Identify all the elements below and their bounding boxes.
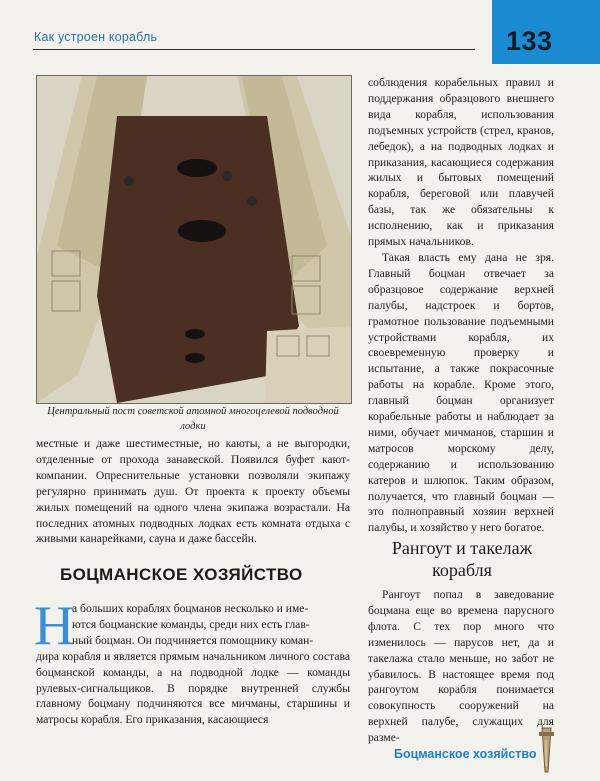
marlinspike-icon: [536, 726, 558, 781]
control-room-illustration: [36, 75, 352, 404]
paragraph: Рангоут попал в заведование боцмана еще во времена парусного флота. С тех пор много что изменилось — парусов нет, да и такелажа стало меньше, но забот не убавилось. В настоящее время под рангоутом корабля понимается совокупность сооружений на верхней палубе, служащих для разме-: [368, 588, 554, 745]
right-column-bottom-text: [368, 587, 554, 746]
left-column-bottom-text: [36, 601, 350, 728]
dropcap-line: ются боцманские команды, среди них есть глав-: [72, 617, 310, 631]
figure-caption: Центральный пост советской атомной многоцелевой подводной лодки: [47, 406, 339, 432]
page-number: 133: [506, 26, 553, 56]
dropcap-line: ный боцман. Он подчиняется помощнику коман-: [72, 633, 314, 647]
dropcap-letter: Н: [34, 595, 75, 657]
control-room-drawing: [37, 76, 351, 403]
footer-section-label: Боцманское хозяйство: [394, 747, 537, 761]
paragraph: соблюдения корабельных правил и поддержания образцового внешнего вида корабля, использования подъемных устройств (стрел, кранов, лебедок), а на подводных лодках и приказания, касающиеся содержания жилых и бытовых помещений корабля, береговой или плавучей базы, так же обязательны к исполнению, как и приказания прямых начальников.: [368, 76, 554, 249]
paragraph: дира корабля и является прямым начальником личного состава боцманской команды, а на подводной лодке — команды рулевых-сигнальщиков. В порядке внутренней службы главному боцману подчиняются все мичманы, старшины и матросы корабля. Его приказания, касающиеся: [36, 649, 350, 727]
dropcap-line: а больших кораблях боцманов несколько и име-: [72, 602, 309, 615]
left-column-top-text: [36, 436, 350, 547]
paragraph: Такая власть ему дана не зря. Главный боцман отвечает за образцовое содержание верхней палубы, надстроек и бортов, грамотное пользование подъемными устройствами корабля, их своевременную проверку и испытание, а также покрасочные работы на корабле. Кроме этого, главный боцман организует корабельные работы и наблюдает за ними, обучает мичманов, старшин и матросов морскому делу, содержанию и использованию катеров и шлюпок. Таким образом, получается, что главный боцман — это полноправный хозяин верхней палубы, и хозяйство у него богатое.: [368, 250, 554, 535]
running-header-title: Как устроен корабль: [34, 30, 158, 44]
paragraph: местные и даже шестиместные, но каюты, а не выгородки, отделенные от прохода занавеской. Появился буфет кают-компании. Опреснительные установки позволяли экипажу регулярно принимать душ. От проекта к проекту объемы жилых помещений на одного члена экипажа возрастали. На последних атомных подводных лодках есть комната отдыха с живыми канарейками, сауна и даже бассейн.: [36, 437, 350, 546]
heading-line: Рангоут и такелаж: [391, 538, 533, 558]
section-heading-bosun: БОЦМАНСКОЕ ХОЗЯЙСТВО: [60, 565, 303, 584]
section-heading-rigging: [362, 537, 562, 581]
right-column-top-text: [368, 75, 554, 536]
header-rule: [33, 49, 475, 50]
heading-line: корабля: [432, 560, 492, 580]
